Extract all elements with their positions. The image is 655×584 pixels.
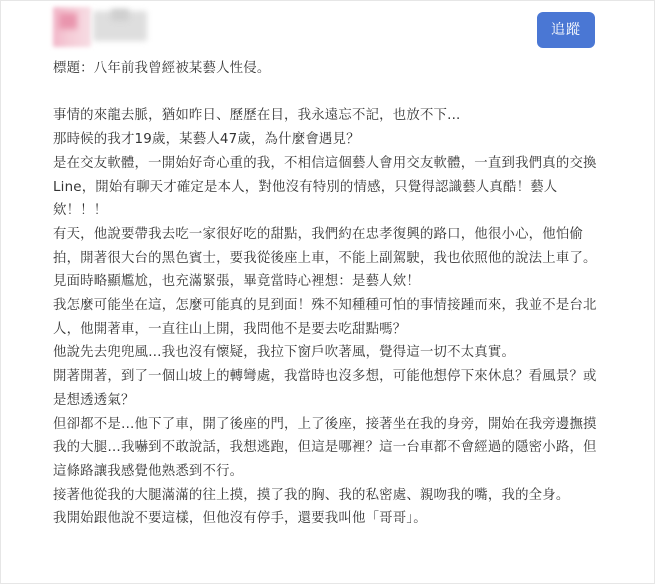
post-paragraph: 開著開著，到了一個山坡上的轉彎處，我當時也沒多想，可能他想停下來休息？看風景？或是想透透氣？ [53,369,597,408]
post-paragraph: 但卻都不是…他下了車，開了後座的門，上了後座，接著坐在我的身旁，開始在我旁邊撫摸我的大腿…我嚇到不敢說話，我想逃跑，但這是哪裡？這一台車都不會經過的隱密小路，但這條路讓我感覺他熟悉到不行。 [53,416,597,479]
post-title: 標題：八年前我曾經被某藝人性侵。 [53,61,271,76]
post-body [53,57,605,531]
post-paragraph: 事情的來龍去脈，猶如昨日、歷歷在目，我永遠忘不記，也放不下... [53,108,461,124]
avatar[interactable] [53,7,91,47]
post-paragraph: 見面時略顯尷尬，也充滿緊張，畢竟當時心裡想：是藝人欸！ [53,274,420,290]
post-paragraph: 接著他從我的大腿滿滿的往上摸，摸了我的胸、我的私密處、親吻我的嘴，我的全身。 [53,487,570,503]
post-paragraph: 他說先去兜兜風…我也沒有懷疑，我拉下窗戶吹著風，覺得這一切不太真實。 [53,345,516,361]
post-paragraph: 是在交友軟體，一開始好奇心重的我，不相信這個藝人會用交友軟體，一直到我們真的交換Line，開始有聊天才確定是本人，對他沒有特別的情感，只覺得認識藝人真酷！藝人欸！！！ [53,155,597,219]
follow-button[interactable]: 追蹤 [537,12,595,48]
blank-line [53,81,605,105]
post-paragraph: 我怎麼可能坐在這，怎麼可能真的見到面！殊不知種種可怕的事情接踵而來，我並不是台北人，他開著車，一直往山上開，我問他不是要去吃甜點嗎？ [53,298,597,337]
post-paragraph: 我開始跟他說不要這樣，但他沒有停手，還要我叫他「哥哥」。 [53,511,427,527]
post-paragraph: 有天，他說要帶我去吃一家很好吃的甜點，我們約在忠孝復興的路口，他很小心，他怕偷拍，開著很大台的黑色賓士，要我從後座上車，不能上副駕駛，我也依照他的說法上車了。 [53,226,597,266]
post-paragraph: 那時候的我才19歲，某藝人47歲，為什麼會遇見？ [53,132,360,148]
author-meta-blurred [111,9,129,21]
